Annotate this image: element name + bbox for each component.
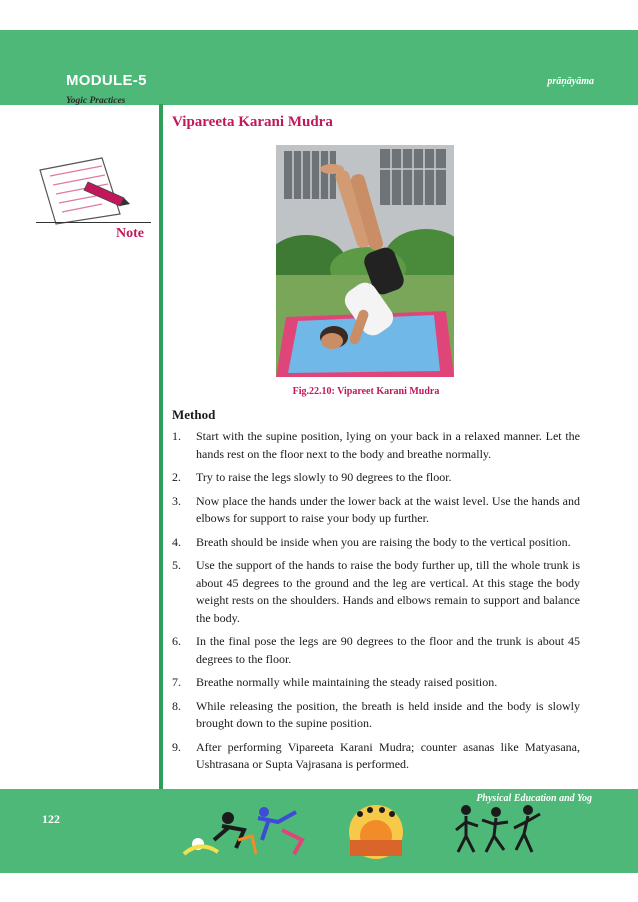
header-band	[0, 30, 638, 105]
pose-photo	[276, 145, 454, 377]
step-number: 7.	[172, 675, 181, 689]
step-number: 4.	[172, 534, 181, 549]
step-number: 5.	[172, 558, 181, 572]
step-text: Try to raise the legs slowly to 90 degrees to the floor.	[196, 470, 452, 484]
step-text: After performing Vipareeta Karani Mudra; counter asanas like Matyasana, Ushtrasana or Supta Vajrasana is performed.	[196, 739, 580, 771]
step-number: 6.	[172, 634, 181, 648]
method-steps-list	[172, 428, 580, 780]
method-step	[172, 698, 580, 733]
method-step	[172, 739, 580, 774]
note-label: Note	[116, 226, 144, 241]
sunrise-emblem-icon	[346, 802, 406, 860]
note-underline	[36, 222, 151, 223]
method-step	[172, 534, 580, 552]
step-text: Use the support of the hands to raise the body further up, till the whole trunk is about 45 degrees to the ground and the leg are vertical. At this stage the body weight rests on the shoulders. Hands and elbows remain to support and balance the body.	[196, 558, 580, 625]
module-subtitle: Yogic Practices	[66, 96, 126, 106]
step-text: Breathe normally while maintaining the steady raised position.	[196, 675, 498, 689]
page-number: 122	[42, 812, 60, 826]
athletes-figures-icon	[178, 800, 318, 860]
step-text: Breath should be inside when you are raising the body to the vertical position.	[196, 534, 571, 549]
sports-silhouettes-icon	[452, 802, 548, 858]
step-number: 9.	[172, 739, 181, 754]
method-step	[172, 493, 580, 528]
step-text: In the final pose the legs are 90 degrees to the floor and the trunk is about 45 degrees to the floor.	[196, 634, 580, 666]
step-text: Start with the supine position, lying on your back in a relaxed manner. Let the hands rest on the floor next to the body and breathe normally.	[196, 429, 580, 461]
method-step	[172, 674, 580, 692]
step-number: 1.	[172, 429, 181, 443]
method-step	[172, 557, 580, 627]
book-title: Physical Education and Yog	[476, 793, 592, 804]
step-number: 3.	[172, 493, 181, 508]
step-number: 2.	[172, 470, 181, 484]
chapter-title: prāṇāyāma	[547, 76, 594, 87]
figure-caption: Fig.22.10: Vipareet Karani Mudra	[292, 386, 440, 397]
method-heading: Method	[172, 407, 216, 422]
method-step	[172, 428, 580, 463]
method-step	[172, 633, 580, 668]
step-text: Now place the hands under the lower back at the waist level. Use the hands and elbows for support to raise your body up further.	[196, 493, 580, 525]
step-text: While releasing the position, the breath is held inside and the body is slowly brought down to the supine position.	[196, 698, 580, 730]
method-step	[172, 469, 580, 487]
margin-divider	[159, 104, 163, 789]
step-number: 8.	[172, 698, 181, 713]
note-marker	[32, 152, 154, 247]
section-title: Vipareeta Karani Mudra	[172, 114, 333, 130]
module-title: MODULE-5	[66, 72, 147, 89]
